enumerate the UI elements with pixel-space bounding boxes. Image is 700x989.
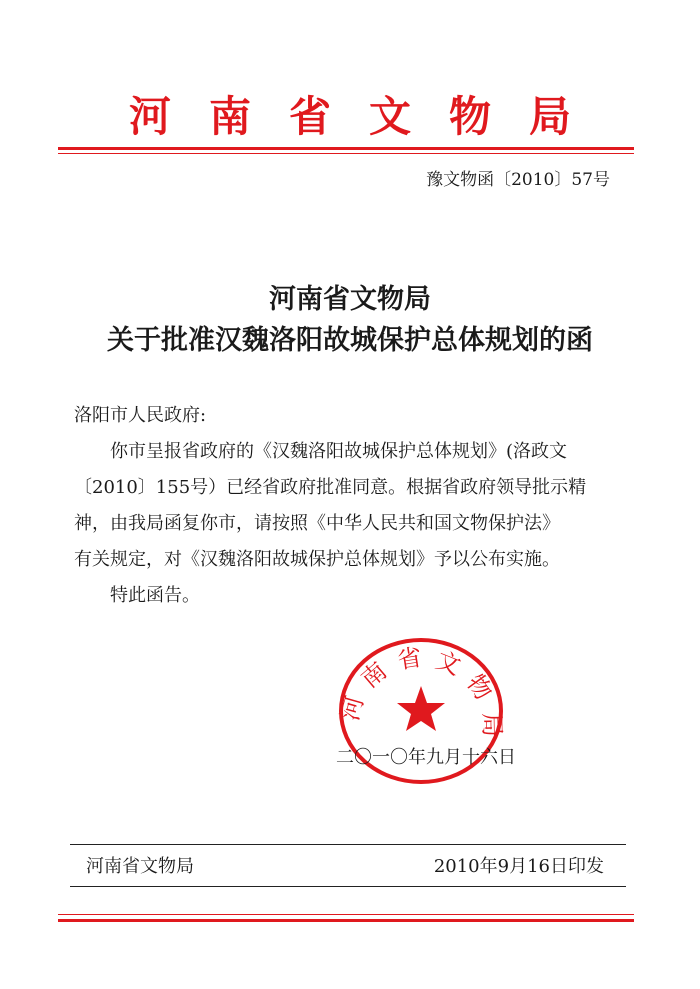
body-line-2: 〔2010〕155号）已经省政府批准同意。根据省政府领导批示精 [74,477,587,498]
document-title-line-2: 关于批准汉魏洛阳故城保护总体规划的函 [107,325,593,356]
closing-remark: 特此函告。 [110,585,200,606]
footer-rule-top [70,844,626,845]
seal-star-icon [397,686,445,731]
seal-text: 河南省文物局 [336,643,506,738]
letter-body [74,398,619,614]
document-title-line-1: 河南省文物局 [269,284,431,315]
body-line-3: 神，由我局函复你市，请按照《中华人民共和国文物保护法》 [74,513,560,534]
footer-red-rule-thick [58,919,634,922]
addressee: 洛阳市人民政府: [74,405,207,426]
header-org-name: 河南省文物局 [128,92,609,141]
body-line-1: 你市呈报省政府的《汉魏洛阳故城保护总体规划》(洛政文 [110,441,568,462]
signature-date: 二〇一〇年九月十六日 [336,747,516,768]
header-red-rule-thick [58,147,634,150]
footer-red-rule-thin [58,914,634,915]
document-number: 豫文物函〔2010〕57号 [426,170,610,190]
footer-rule-bottom [70,886,626,887]
footer-issuer: 河南省文物局 [86,856,194,877]
body-line-4: 有关规定，对《汉魏洛阳故城保护总体规划》予以公布实施。 [74,549,560,570]
footer-print-date: 2010年9月16日印发 [433,856,604,877]
header-red-rule-thin [58,153,634,154]
